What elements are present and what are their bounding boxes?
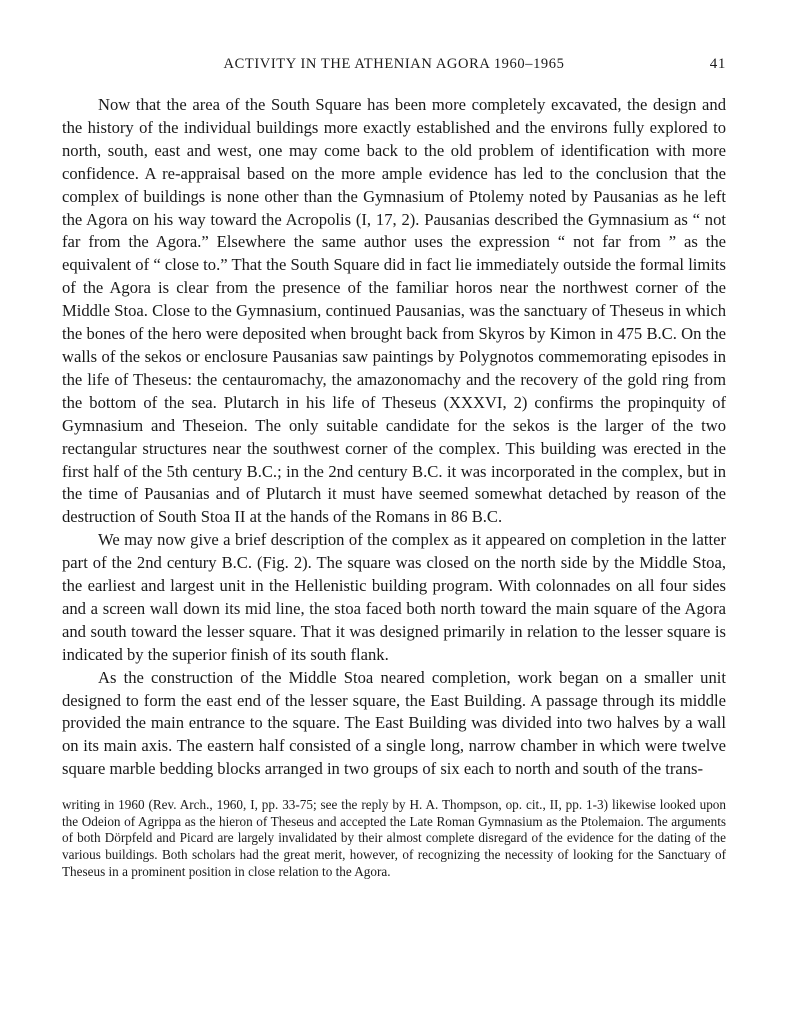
footnote [62,797,726,880]
body-text [62,94,726,781]
running-head [62,56,726,80]
page-number: 41 [709,56,726,72]
footnote-text: writing in 1960 (Rev. Arch., 1960, I, pp. 33-75; see the reply by H. A. Thompson, op. cit., II, pp. 1-3) likewise looked upon the Odeion of Agrippa as the hieron of Theseus and accepted the Late Roman Gymnasium as the Ptolemaion. The arguments of both Dörpfeld and Picard are largely invalidated by their almost complete disregard of the evidence for the dating of the various buildings. Both scholars had the great merit, however, of recognizing the necessity of looking for the Sanctuary of Theseus in a prominent position in close relation to the Agora. [62,797,726,879]
running-title: ACTIVITY IN THE ATHENIAN AGORA 1960–1965 [223,56,565,72]
paragraph-complex-description: We may now give a brief description of the complex as it appeared on completion in the latter part of the 2nd century B.C. (Fig. 2). The square was closed on the north side by the Middle Stoa, the earliest and largest unit in the Hellenistic building program. With colonnades on all four sides and a screen wall down its mid line, the stoa faced both north toward the main square of the Agora and south toward the lesser square. That it was designed primarily in relation to the lesser square is indicated by the superior finish of its south flank. [62,530,726,664]
paragraph-east-building: As the construction of the Middle Stoa neared completion, work began on a smaller unit designed to form the east end of the lesser square, the East Building. A passage through its middle provided the main entrance to the square. The East Building was divided into two halves by a wall on its main axis. The eastern half consisted of a single long, narrow chamber in which were twelve square marble bedding blocks arranged in two groups of six each to north and south of the trans- [62,667,726,779]
page [62,56,726,880]
paragraph-gymnasium-identification: Now that the area of the South Square has been more completely excavated, the design and the history of the individual buildings more exactly established and the environs fully explored to north, south, east and west, one may come back to the old problem of identification with more confidence. A re-appraisal based on the more ample evidence has led to the conclusion that the complex of buildings is none other than the Gymnasium of Ptolemy noted by Pausanias as he left the Agora on his way toward the Acropolis (I, 17, 2). Pausanias described the Gymnasium as “ not far from the Agora.” Elsewhere the same author uses the expression “ not far from ” as the equivalent of “ close to.” That the South Square did in fact lie immediately outside the formal limits of the Agora is clear from the presence of the familiar horos near the northwest corner of the Middle Stoa. Close to the Gymnasium, continued Pausanias, was the sanctuary of Theseus in which the bones of the hero were deposited when brought back from Skyros by Kimon in 475 B.C. On the walls of the sekos or enclosure Pausanias saw paintings by Polygnotos commemorating episodes in the life of Theseus: the centauromachy, the amazonomachy and the recovery of the gold ring from the bottom of the sea. Plutarch in his life of Theseus (XXXVI, 2) confirms the propinquity of Gymnasium and Theseion. The only suitable candidate for the sekos is the larger of the two rectangular structures near the southwest corner of the complex. This building was erected in the first half of the 5th century B.C.; in the 2nd century B.C. it was incorporated in the complex, but in the time of Pausanias and of Plutarch it must have seemed somewhat detached by reason of the destruction of South Stoa II at the hands of the Romans in 86 B.C. [62,95,726,527]
